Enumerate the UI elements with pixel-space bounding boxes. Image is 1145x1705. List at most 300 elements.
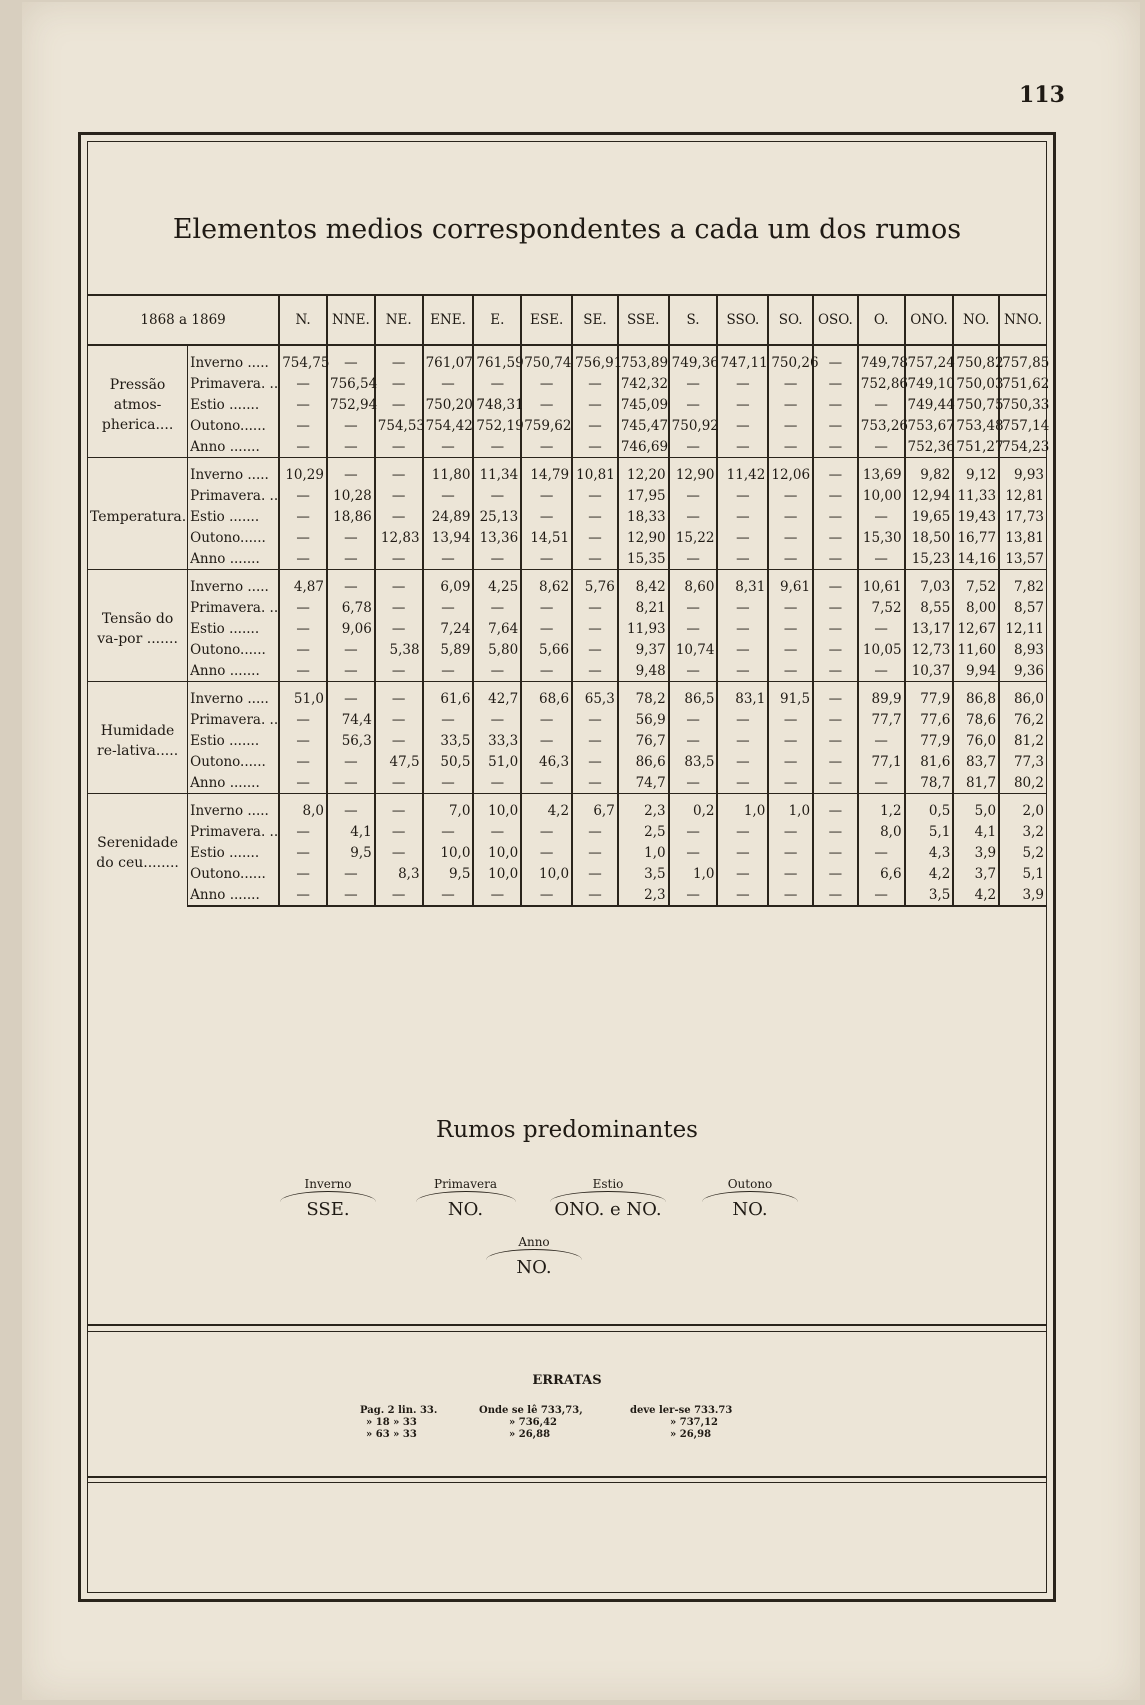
data-cell: —	[327, 548, 375, 570]
data-cell: 753,26	[858, 415, 905, 436]
data-cell: —	[813, 485, 858, 506]
rumo-value: ONO. e NO.	[554, 1199, 662, 1220]
data-cell: 1,0	[618, 842, 669, 863]
data-cell: 750,26	[768, 345, 813, 373]
column-header: NE.	[375, 295, 423, 345]
rumo-value: NO.	[516, 1257, 552, 1278]
data-cell: —	[669, 485, 718, 506]
data-cell: —	[473, 821, 521, 842]
data-cell: 76,2	[999, 709, 1046, 730]
data-cell: 750,33	[999, 394, 1046, 415]
data-cell: 7,03	[905, 570, 954, 598]
rumo-outono	[700, 1177, 800, 1220]
data-cell: —	[813, 436, 858, 458]
data-cell: 9,5	[327, 842, 375, 863]
data-cell: 11,42	[717, 458, 768, 486]
data-cell: 8,00	[953, 597, 999, 618]
data-cell: 0,5	[905, 794, 954, 822]
data-cell: —	[717, 618, 768, 639]
data-cell: —	[717, 660, 768, 682]
data-cell: 13,57	[999, 548, 1046, 570]
data-cell: 14,79	[521, 458, 572, 486]
data-cell: —	[669, 842, 718, 863]
table-row	[88, 597, 1046, 618]
season-label: Anno .......	[188, 884, 280, 906]
data-cell: —	[279, 394, 327, 415]
season-label: Estio .......	[190, 620, 260, 637]
data-cell: —	[279, 863, 327, 884]
data-cell: 86,5	[669, 682, 718, 710]
data-cell: —	[375, 618, 423, 639]
data-cell: 7,0	[423, 794, 474, 822]
data-cell: —	[858, 660, 905, 682]
data-cell: 9,61	[768, 570, 813, 598]
data-cell: —	[279, 618, 327, 639]
data-cell: —	[858, 394, 905, 415]
data-cell: 77,6	[905, 709, 954, 730]
data-cell: 2,0	[999, 794, 1046, 822]
data-cell: —	[327, 660, 375, 682]
data-cell: 83,5	[669, 751, 718, 772]
data-cell: —	[279, 751, 327, 772]
data-cell: 11,34	[473, 458, 521, 486]
data-cell: —	[717, 772, 768, 794]
data-cell: 8,62	[521, 570, 572, 598]
rumo-estio	[548, 1177, 668, 1220]
season-label: Primavera. ..	[190, 487, 279, 504]
data-cell: 2,5	[618, 821, 669, 842]
data-cell: 12,20	[618, 458, 669, 486]
data-cell: 10,0	[521, 863, 572, 884]
data-cell: —	[669, 506, 718, 527]
data-cell: 11,80	[423, 458, 474, 486]
data-cell: —	[717, 436, 768, 458]
data-cell: —	[473, 548, 521, 570]
data-cell: 74,4	[327, 709, 375, 730]
data-cell: —	[473, 884, 521, 906]
data-cell: 12,94	[905, 485, 954, 506]
data-cell: 748,31	[473, 394, 521, 415]
data-cell: —	[813, 597, 858, 618]
data-cell: —	[813, 373, 858, 394]
season-label: Estio .......	[190, 732, 260, 749]
column-header: NNE.	[327, 295, 375, 345]
data-cell: —	[279, 730, 327, 751]
data-cell: 81,7	[953, 772, 999, 794]
data-cell: 51,0	[473, 751, 521, 772]
data-cell: —	[327, 527, 375, 548]
data-cell: —	[279, 527, 327, 548]
data-cell: —	[279, 485, 327, 506]
season-label: Outono......	[190, 865, 266, 882]
data-cell: 33,5	[423, 730, 474, 751]
data-cell: 747,11	[717, 345, 768, 373]
data-cell: —	[279, 884, 327, 906]
data-cell: 9,48	[618, 660, 669, 682]
errata-line: » 26,88	[509, 1429, 551, 1440]
data-cell: 16,77	[953, 527, 999, 548]
data-cell: —	[521, 436, 572, 458]
data-cell: 86,8	[953, 682, 999, 710]
table-row	[88, 570, 1046, 598]
data-cell: 51,0	[279, 682, 327, 710]
data-cell: 4,25	[473, 570, 521, 598]
season-label: Anno .......	[190, 662, 260, 679]
data-cell: 3,5	[905, 884, 954, 906]
data-cell: 6,09	[423, 570, 474, 598]
data-cell: 77,1	[858, 751, 905, 772]
data-cell: —	[717, 730, 768, 751]
data-cell: —	[423, 821, 474, 842]
data-cell: —	[813, 415, 858, 436]
data-cell: —	[375, 570, 423, 598]
data-cell: 77,7	[858, 709, 905, 730]
data-cell: —	[768, 485, 813, 506]
errata-line: » 736,42	[509, 1417, 558, 1428]
data-cell: 754,42	[423, 415, 474, 436]
season-label: Primavera. ..	[190, 823, 279, 840]
data-cell: —	[858, 618, 905, 639]
data-cell: 5,76	[572, 570, 618, 598]
data-cell: 10,29	[279, 458, 327, 486]
column-header: NO.	[953, 295, 999, 345]
data-cell: 17,95	[618, 485, 669, 506]
table-row	[88, 842, 1046, 863]
data-cell: 78,2	[618, 682, 669, 710]
data-cell: 3,7	[953, 863, 999, 884]
data-cell: 89,9	[858, 682, 905, 710]
column-header: E.	[473, 295, 521, 345]
data-cell: 81,6	[905, 751, 954, 772]
season-label: Inverno .....	[188, 794, 280, 822]
data-cell: 19,65	[905, 506, 954, 527]
data-cell: —	[717, 821, 768, 842]
data-cell: —	[327, 682, 375, 710]
data-cell: —	[768, 394, 813, 415]
data-cell: —	[768, 618, 813, 639]
data-cell: —	[768, 751, 813, 772]
column-header: O.	[858, 295, 905, 345]
data-cell: —	[279, 772, 327, 794]
data-cell: —	[717, 485, 768, 506]
data-cell: —	[279, 415, 327, 436]
data-cell: 5,1	[905, 821, 954, 842]
data-cell: —	[279, 548, 327, 570]
season-label: Primavera. ..	[190, 711, 279, 728]
data-cell: 5,38	[375, 639, 423, 660]
data-cell: 77,9	[905, 730, 954, 751]
data-cell: —	[572, 394, 618, 415]
data-cell: —	[279, 709, 327, 730]
data-cell: 77,9	[905, 682, 954, 710]
data-cell: —	[717, 506, 768, 527]
rumo-label: Anno	[518, 1235, 550, 1249]
data-cell: 12,73	[905, 639, 954, 660]
season-label: Inverno .....	[190, 354, 269, 371]
data-cell: —	[279, 660, 327, 682]
data-cell: 12,11	[999, 618, 1046, 639]
data-cell: —	[717, 527, 768, 548]
data-cell: 749,10	[905, 373, 954, 394]
data-cell: 753,89	[618, 345, 669, 373]
data-cell: —	[813, 527, 858, 548]
data-cell: —	[521, 548, 572, 570]
data-cell: 61,6	[423, 682, 474, 710]
data-cell: 13,36	[473, 527, 521, 548]
data-cell: 757,85	[999, 345, 1046, 373]
data-cell: 18,33	[618, 506, 669, 527]
data-cell: —	[813, 394, 858, 415]
table-row	[88, 821, 1046, 842]
data-cell: 8,0	[279, 794, 327, 822]
data-cell: —	[521, 821, 572, 842]
season-label: Inverno .....	[188, 682, 280, 710]
data-cell: —	[669, 436, 718, 458]
data-cell: 4,2	[953, 884, 999, 906]
data-cell: 9,12	[953, 458, 999, 486]
data-cell: 4,1	[953, 821, 999, 842]
data-cell: 42,7	[473, 682, 521, 710]
table-row	[88, 863, 1046, 884]
data-cell: 745,09	[618, 394, 669, 415]
data-cell: —	[717, 394, 768, 415]
data-cell: —	[327, 794, 375, 822]
row-group-label: Temperatura.	[88, 458, 188, 570]
data-cell: 3,9	[953, 842, 999, 863]
data-cell: —	[521, 618, 572, 639]
data-cell: 12,90	[669, 458, 718, 486]
data-cell: 83,7	[953, 751, 999, 772]
data-cell: —	[813, 709, 858, 730]
data-cell: 12,06	[768, 458, 813, 486]
rumo-anno	[484, 1235, 584, 1278]
rumo-value: NO.	[447, 1199, 484, 1220]
data-cell: 11,33	[953, 485, 999, 506]
data-cell: —	[423, 548, 474, 570]
table-row	[88, 527, 1046, 548]
data-cell: 1,0	[669, 863, 718, 884]
column-header: SO.	[768, 295, 813, 345]
data-cell: —	[813, 730, 858, 751]
data-cell: —	[423, 373, 474, 394]
table-row	[88, 682, 1046, 710]
season-label: Inverno .....	[188, 458, 280, 486]
data-cell: 3,5	[618, 863, 669, 884]
data-cell: —	[279, 597, 327, 618]
data-cell: —	[521, 709, 572, 730]
season-label: Inverno .....	[188, 570, 280, 598]
data-cell: 18,86	[327, 506, 375, 527]
row-group-label: Tensão do va-por .......	[88, 570, 188, 682]
data-cell: —	[423, 597, 474, 618]
table-frame-inner	[87, 141, 1050, 1593]
table-row	[88, 506, 1046, 527]
data-cell: 5,80	[473, 639, 521, 660]
data-cell: —	[375, 345, 423, 373]
data-cell: 2,3	[618, 794, 669, 822]
data-cell: —	[858, 772, 905, 794]
data-cell: —	[669, 709, 718, 730]
data-cell: 756,91	[572, 345, 618, 373]
data-cell: —	[768, 548, 813, 570]
data-cell: 14,16	[953, 548, 999, 570]
data-cell: —	[572, 618, 618, 639]
data-cell: 752,94	[327, 394, 375, 415]
column-header: N.	[279, 295, 327, 345]
data-cell: 751,27	[953, 436, 999, 458]
data-cell: 9,06	[327, 618, 375, 639]
data-cell: 750,03	[953, 373, 999, 394]
data-cell: —	[717, 548, 768, 570]
data-cell: 749,36	[669, 345, 718, 373]
errata-line: Onde se lê 733,73,	[479, 1405, 583, 1416]
table-row	[88, 345, 1046, 373]
data-cell: —	[375, 458, 423, 486]
data-cell: 13,17	[905, 618, 954, 639]
data-cell: —	[813, 772, 858, 794]
data-cell: 745,47	[618, 415, 669, 436]
column-header: S.	[669, 295, 718, 345]
season-label: Outono......	[190, 641, 266, 658]
data-cell: —	[669, 730, 718, 751]
data-cell: 752,86	[858, 373, 905, 394]
data-cell: —	[717, 415, 768, 436]
data-cell: —	[572, 415, 618, 436]
data-cell: —	[717, 863, 768, 884]
table-title: Elementos medios correspondentes a cada um dos rumos	[172, 214, 962, 245]
erratas-pag-column	[360, 1405, 437, 1441]
data-cell: —	[572, 751, 618, 772]
data-cell: 12,83	[375, 527, 423, 548]
data-cell: —	[813, 639, 858, 660]
data-cell: —	[473, 597, 521, 618]
data-cell: 749,78	[858, 345, 905, 373]
data-cell: —	[858, 548, 905, 570]
errata-line: » 63 » 33	[366, 1429, 417, 1440]
data-cell: —	[669, 884, 718, 906]
data-cell: 756,54	[327, 373, 375, 394]
data-cell: —	[572, 527, 618, 548]
data-cell: 12,81	[999, 485, 1046, 506]
table-row	[88, 660, 1046, 682]
data-cell: 13,81	[999, 527, 1046, 548]
data-cell: —	[375, 660, 423, 682]
table-row	[88, 751, 1046, 772]
errata-line: » 26,98	[670, 1429, 712, 1440]
table-row	[88, 436, 1046, 458]
table-row	[88, 639, 1046, 660]
data-cell: 10,28	[327, 485, 375, 506]
data-cell: 5,89	[423, 639, 474, 660]
data-cell: 8,31	[717, 570, 768, 598]
data-cell: 2,3	[618, 884, 669, 906]
data-cell: 6,7	[572, 794, 618, 822]
data-cell: 1,0	[768, 794, 813, 822]
data-cell: —	[375, 436, 423, 458]
data-cell: 742,32	[618, 373, 669, 394]
data-cell: —	[473, 660, 521, 682]
data-cell: —	[813, 794, 858, 822]
data-cell: —	[375, 842, 423, 863]
data-cell: —	[521, 660, 572, 682]
data-cell: 74,7	[618, 772, 669, 794]
table-row	[88, 415, 1046, 436]
data-cell: —	[768, 527, 813, 548]
data-cell: 4,87	[279, 570, 327, 598]
section-rule	[87, 1476, 1047, 1478]
data-cell: —	[717, 709, 768, 730]
errata-line: Pag. 2 lin. 33.	[360, 1405, 438, 1416]
data-cell: 746,69	[618, 436, 669, 458]
table-row	[88, 794, 1046, 822]
data-cell: —	[423, 436, 474, 458]
data-cell: —	[473, 485, 521, 506]
data-cell: —	[375, 884, 423, 906]
data-cell: —	[375, 772, 423, 794]
data-cell: 86,6	[618, 751, 669, 772]
table-header-row	[88, 295, 1046, 345]
data-cell: —	[473, 373, 521, 394]
row-group-label: Serenidade do ceu........	[88, 794, 188, 907]
data-cell: —	[572, 730, 618, 751]
season-label: Estio .......	[190, 396, 260, 413]
data-cell: 5,1	[999, 863, 1046, 884]
data-cell: —	[768, 506, 813, 527]
data-cell: 14,51	[521, 527, 572, 548]
data-cell: 10,0	[473, 863, 521, 884]
rumo-label: Inverno	[304, 1177, 352, 1191]
data-cell: 9,93	[999, 458, 1046, 486]
data-cell: 0,2	[669, 794, 718, 822]
data-cell: —	[572, 506, 618, 527]
row-group-label: Humidade re-lativa.....	[88, 682, 188, 794]
data-cell: 754,53	[375, 415, 423, 436]
data-cell: —	[521, 485, 572, 506]
data-cell: —	[375, 794, 423, 822]
data-cell: —	[279, 639, 327, 660]
data-cell: —	[327, 570, 375, 598]
rumo-value: SSE.	[306, 1199, 350, 1220]
data-cell: —	[572, 373, 618, 394]
table-row	[88, 485, 1046, 506]
data-cell: —	[768, 660, 813, 682]
data-cell: —	[768, 709, 813, 730]
data-cell: —	[669, 660, 718, 682]
data-cell: —	[473, 772, 521, 794]
data-cell: 4,2	[905, 863, 954, 884]
data-cell: 761,59	[473, 345, 521, 373]
section-rule	[87, 1331, 1047, 1332]
data-cell: —	[768, 373, 813, 394]
data-cell: —	[813, 842, 858, 863]
data-cell: —	[768, 821, 813, 842]
data-cell: 11,60	[953, 639, 999, 660]
data-cell: 759,62	[521, 415, 572, 436]
data-cell: —	[375, 548, 423, 570]
data-cell: —	[423, 485, 474, 506]
season-label: Estio .......	[190, 844, 260, 861]
data-cell: —	[669, 772, 718, 794]
data-cell: —	[669, 394, 718, 415]
data-cell: 77,3	[999, 751, 1046, 772]
data-cell: —	[521, 394, 572, 415]
section-rule	[87, 1482, 1047, 1483]
data-cell: —	[669, 821, 718, 842]
data-cell: 10,0	[423, 842, 474, 863]
data-cell: —	[572, 639, 618, 660]
data-cell: 12,90	[618, 527, 669, 548]
data-cell: —	[768, 597, 813, 618]
